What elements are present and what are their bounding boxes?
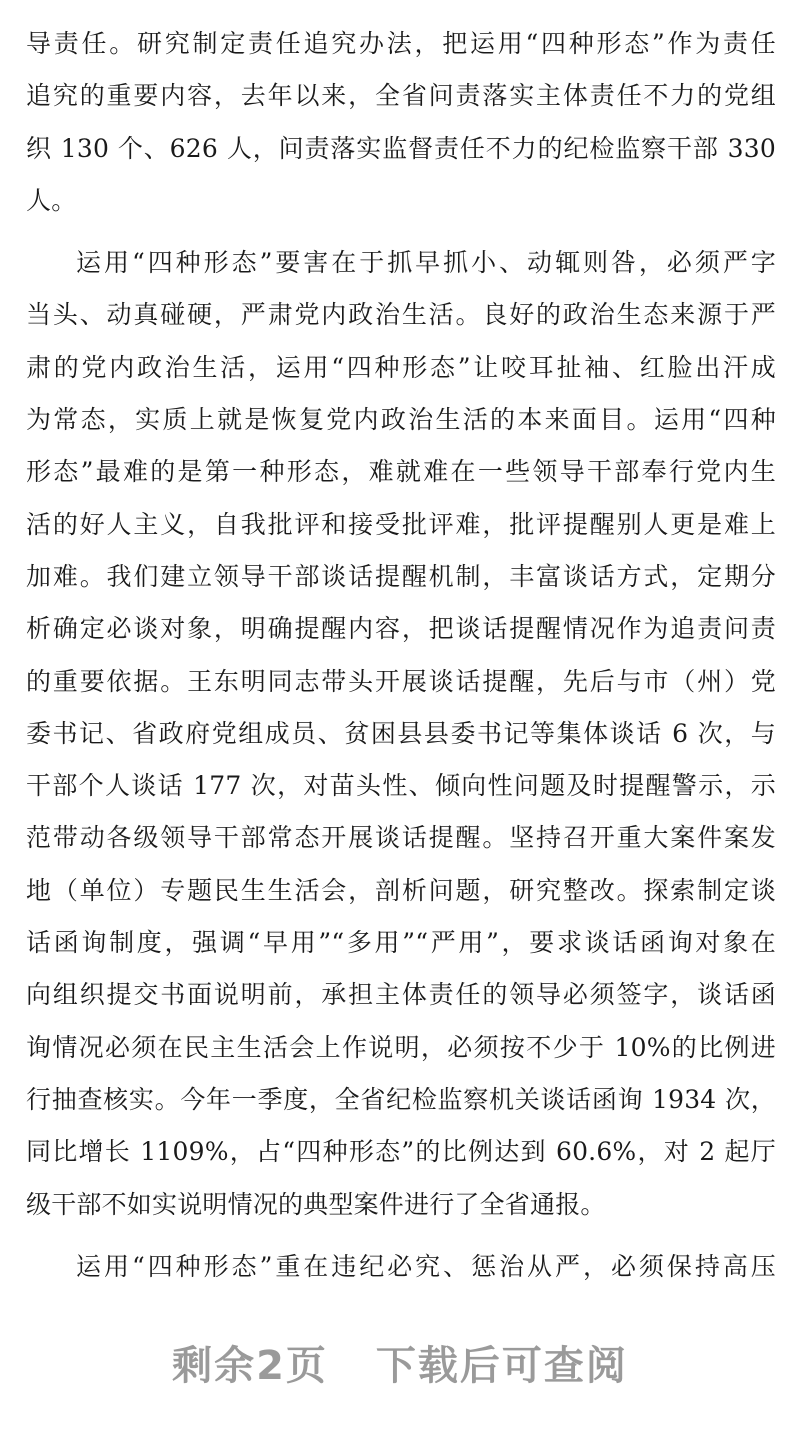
remaining-pages-text: 剩余2页 (172, 1343, 328, 1389)
text-line: 地（单位）专题民生生活会，剖析问题，研究整改。探索制定谈 (26, 875, 776, 905)
text-line: 加难。我们建立领导干部谈话提醒机制，丰富谈话方式，定期分 (26, 561, 776, 591)
text-line: 形态”最难的是第一种形态，难就难在一些领导干部奉行党内生 (26, 457, 776, 487)
text-line: 为常态，实质上就是恢复党内政治生活的本来面目。运用“四种 (26, 405, 776, 435)
text-line: 人。 (26, 185, 77, 215)
text-line: 活的好人主义，自我批评和接受批评难，批评提醒别人更是难上 (26, 509, 776, 539)
text-line: 委书记、省政府党组成员、贫困县县委书记等集体谈话 6 次，与 (26, 718, 776, 748)
text-line: 织 130 个、626 人，问责落实监督责任不力的纪检监察干部 330 (26, 133, 776, 163)
download-prompt-banner[interactable] (0, 1338, 800, 1394)
text-line: 导责任。研究制定责任追究办法，把运用“四种形态”作为责任 (26, 29, 776, 58)
text-line: 范带动各级领导干部常态开展谈话提醒。坚持召开重大案件案发 (26, 823, 776, 853)
text-line: 干部个人谈话 177 次，对苗头性、倾向性问题及时提醒警示，示 (26, 771, 776, 801)
text-line: 级干部不如实说明情况的典型案件进行了全省通报。 (26, 1189, 606, 1219)
text-line: 析确定必谈对象，明确提醒内容，把谈话提醒情况作为追责问责 (26, 614, 776, 644)
text-line: 的重要依据。王东明同志带头开展谈话提醒，先后与市（州）党 (26, 666, 776, 696)
text-line: 询情况必须在民主生活会上作说明，必须按不少于 10%的比例进 (26, 1032, 776, 1062)
paragraph-3 (26, 1241, 776, 1293)
text-line: 追究的重要内容，去年以来，全省问责落实主体责任不力的党组 (26, 81, 776, 111)
text-line: 话函询制度，强调“早用”“多用”“严用”，要求谈话函询对象在 (26, 928, 776, 958)
document-body (26, 18, 776, 1293)
text-line: 同比增长 1109%，占“四种形态”的比例达到 60.6%，对 2 起厅 (26, 1137, 776, 1167)
download-hint-text: 下载后可查阅 (375, 1343, 628, 1389)
text-line: 运用“四种形态”要害在于抓早抓小、动辄则咎，必须严字 (76, 248, 776, 278)
paragraph-1 (26, 18, 776, 227)
text-line: 肃的党内政治生活，运用“四种形态”让咬耳扯袖、红脸出汗成 (26, 352, 776, 382)
text-line: 向组织提交书面说明前，承担主体责任的领导必须签字，谈话函 (26, 980, 776, 1010)
paragraph-2 (26, 237, 776, 1231)
text-line: 当头、动真碰硬，严肃党内政治生活。良好的政治生态来源于严 (26, 300, 776, 330)
text-line: 运用“四种形态”重在违纪必究、惩治从严，必须保持高压 (76, 1251, 776, 1281)
text-line: 行抽查核实。今年一季度，全省纪检监察机关谈话函询 1934 次， (26, 1084, 776, 1114)
